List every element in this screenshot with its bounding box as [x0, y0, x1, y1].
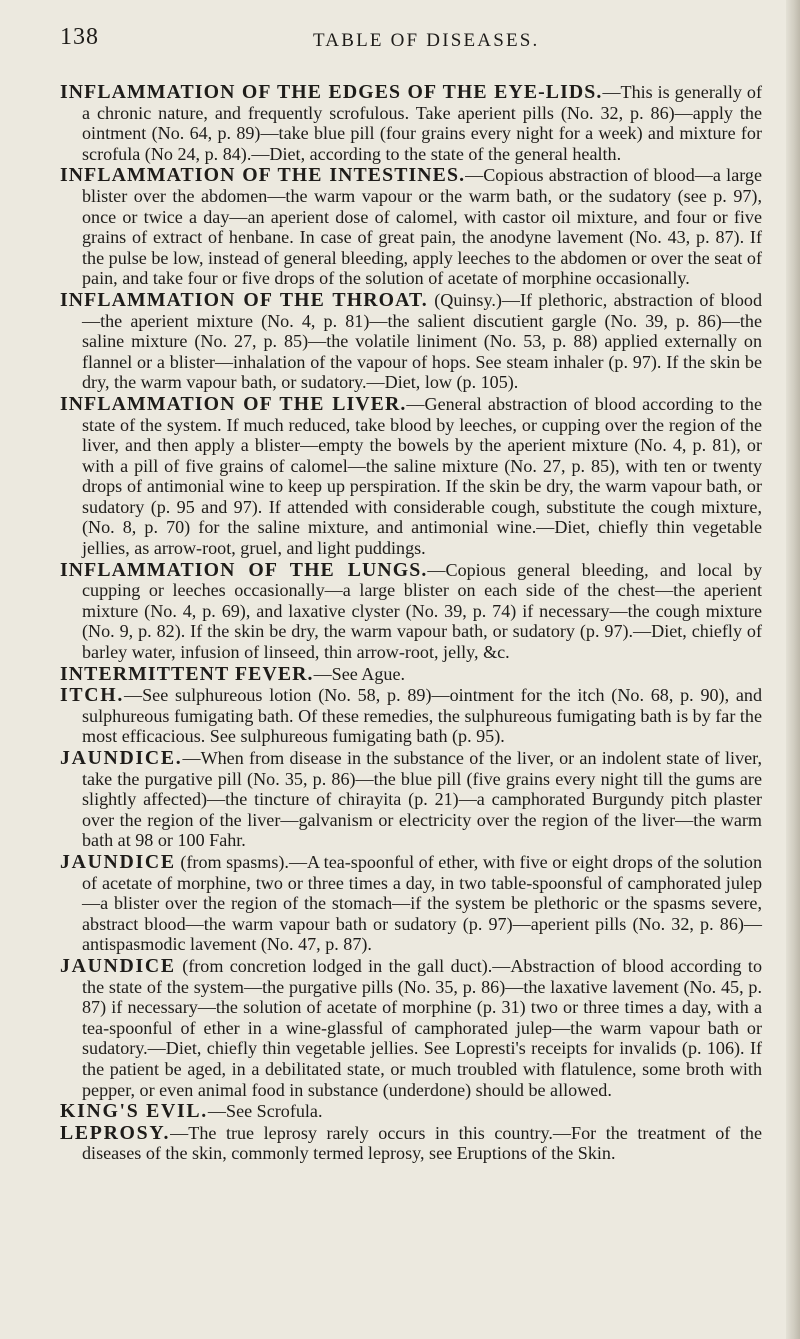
entry-headword: JAUNDICE. [60, 747, 183, 769]
entry-headword: JAUNDICE [60, 954, 176, 977]
page-header [60, 24, 740, 54]
entry-text: —See Scrofula. [207, 1101, 323, 1122]
entry-jaundice-concretion [60, 956, 762, 1100]
entry-headword: KING'S EVIL. [60, 1100, 208, 1123]
entry-text: (from spasms).—A tea-spoonful of ether, with five or eight drops of the solution of acetate of morphine, two or three times a day, in two table-spoonsful of camphorated julep—a blister over the region of the stomach—if the system be plethoric or the spasms severe, abstract blood—the warm vapour bath or sudatory (p. 97)—aperient pills (No. 32, p. 86)—antispasmodic lavement (No. 47, p. 87). [82, 851, 762, 955]
entry-inflammation-lungs [60, 560, 762, 663]
entry-headword: INFLAMMATION OF THE LUNGS. [60, 558, 428, 581]
entry-leprosy [60, 1123, 762, 1164]
entry-headword: LEPROSY. [60, 1121, 171, 1144]
page-number: 138 [60, 24, 99, 50]
entry-inflammation-throat [60, 290, 762, 393]
running-head: TABLE OF DISEASES. [313, 30, 540, 51]
entry-headword: INFLAMMATION OF THE INTESTINES. [60, 164, 466, 187]
entry-text: —When from disease in the substance of the liver, or an indolent state of liver, take the purgative pill (No. 35, p. 86)—the blue pill (five grains every night till the gums are slightly affected)—the tincture of chirayita (p. 21)—a camphorated Burgundy pitch plaster over the region of the liver—galvanism or electricity over the region of the liver—the warm bath at 98 or 100 Fahr. [82, 748, 762, 851]
entry-text: —See sulphureous lotion (No. 58, p. 89)—ointment for the itch (No. 68, p. 90), and sulphureous fumigating bath. Of these remedies, the sulphureous fumigating bath is by far the most efficacious. See sulphureous fumigating bath (p. 95). [82, 685, 762, 747]
entry-text: —This is generally of a chronic nature, and frequently scrofulous. Take aperient pills (No. 32, p. 86)—apply the ointment (No. 64, p. 89)—take blue pill (four grains every night for a week) and mixture for scrofula (No 24, p. 84).—Diet, according to the state of the general health. [82, 82, 762, 164]
entry-text: —See Ague. [313, 663, 406, 684]
entry-inflammation-intestines [60, 165, 762, 289]
entry-text: —General abstraction of blood according to the state of the system. If much reduced, take blood by leeches, or cupping over the region of the liver, and then apply a blister—empty the bowels by the aperient mixture (No. 4, p. 81), or with a pill of five grains of calomel—the saline mixture (No. 27, p. 85), with ten or twenty drops of antimonial wine to keep up perspiration. If the skin be dry, the warm vapour bath, or sudatory (p. 95 and 97). If attended with considerable cough, substitute the cough mixture, (No. 8, p. 70) for the saline mixture, and antimonial wine.—Diet, chiefly thin vegetable jellies, as arrow-root, gruel, and light puddings. [82, 393, 762, 559]
entry-intermittent-fever [60, 664, 762, 685]
entry-text: —Copious abstraction of blood—a large blister over the abdomen—the warm vapour or the warm bath, or the sudatory (see p. 97), once or twice a day—an aperient dose of calomel, with castor oil mixture, and four or five grains of extract of henbane. In case of great pain, the anodyne lavement (No. 43, p. 87). If the pulse be low, instead of general bleeding, apply leeches to the abdomen or over the seat of pain, and take four or five drops of the solution of acetate of morphine occasionally. [82, 165, 762, 289]
entry-kings-evil [60, 1101, 762, 1122]
entry-headword: ITCH. [60, 684, 125, 707]
page-edge [786, 0, 800, 1339]
entry-headword: INTERMITTENT FEVER. [60, 662, 314, 685]
entry-text: —The true leprosy rarely occurs in this country.—For the treatment of the diseases of the skin, commonly termed leprosy, see Eruptions of the Skin. [82, 1122, 762, 1164]
entry-headword: JAUNDICE [60, 850, 176, 873]
entry-inflammation-eye-lids [60, 82, 762, 164]
entry-text: (from concretion lodged in the gall duct).—Abstraction of blood according to the state of the system—the purgative pills (No. 35, p. 86)—the laxative lavement (No. 45, p. 87) if necessary—the solution of acetate of morphine (p. 31) two or three times a day, with a tea-spoonful of ether in a wine-glassful of camphorated julep—the warm vapour bath or sudatory.—Diet, chiefly thin vegetable jellies. See Lopresti's receipts for invalids (p. 106). If the patient be aged, in a debilitated state, or much troubled with flatulence, some broth with pepper, or even animal food in substance (underdone) should be allowed. [82, 955, 762, 1100]
entry-text: —Copious general bleeding, and local by cupping or leeches occasionally—a large blister on each side of the chest—the aperient mixture (No. 4, p. 69), and laxative clyster (No. 39, p. 74) if necessary—the cough mixture (No. 9, p. 82). If the skin be dry, the warm vapour bath, or sudatory (p. 97).—Diet, chiefly of barley water, infusion of linseed, thin arrow-root, jelly, &c. [82, 559, 763, 663]
entry-itch [60, 685, 762, 747]
disease-entries [60, 82, 762, 1165]
entry-jaundice-spasms [60, 852, 762, 955]
entry-text: (Quinsy.)—If plethoric, abstraction of blood—the aperient mixture (No. 4, p. 81)—the salient discutient gargle (No. 39, p. 86)—the saline mixture (No. 27, p. 85)—the volatile liniment (No. 53, p. 88) applied externally on flannel or a blister—inhalation of the vapour of hops. See steam inhaler (p. 97). If the skin be dry, the warm vapour bath, or sudatory.—Diet, low (p. 105). [82, 289, 762, 393]
entry-jaundice-liver [60, 748, 762, 851]
entry-headword: INFLAMMATION OF THE THROAT. [60, 288, 428, 311]
entry-headword: INFLAMMATION OF THE EDGES OF THE EYE-LIDS. [60, 81, 603, 103]
entry-inflammation-liver [60, 394, 762, 559]
entry-headword: INFLAMMATION OF THE LIVER. [60, 392, 407, 415]
